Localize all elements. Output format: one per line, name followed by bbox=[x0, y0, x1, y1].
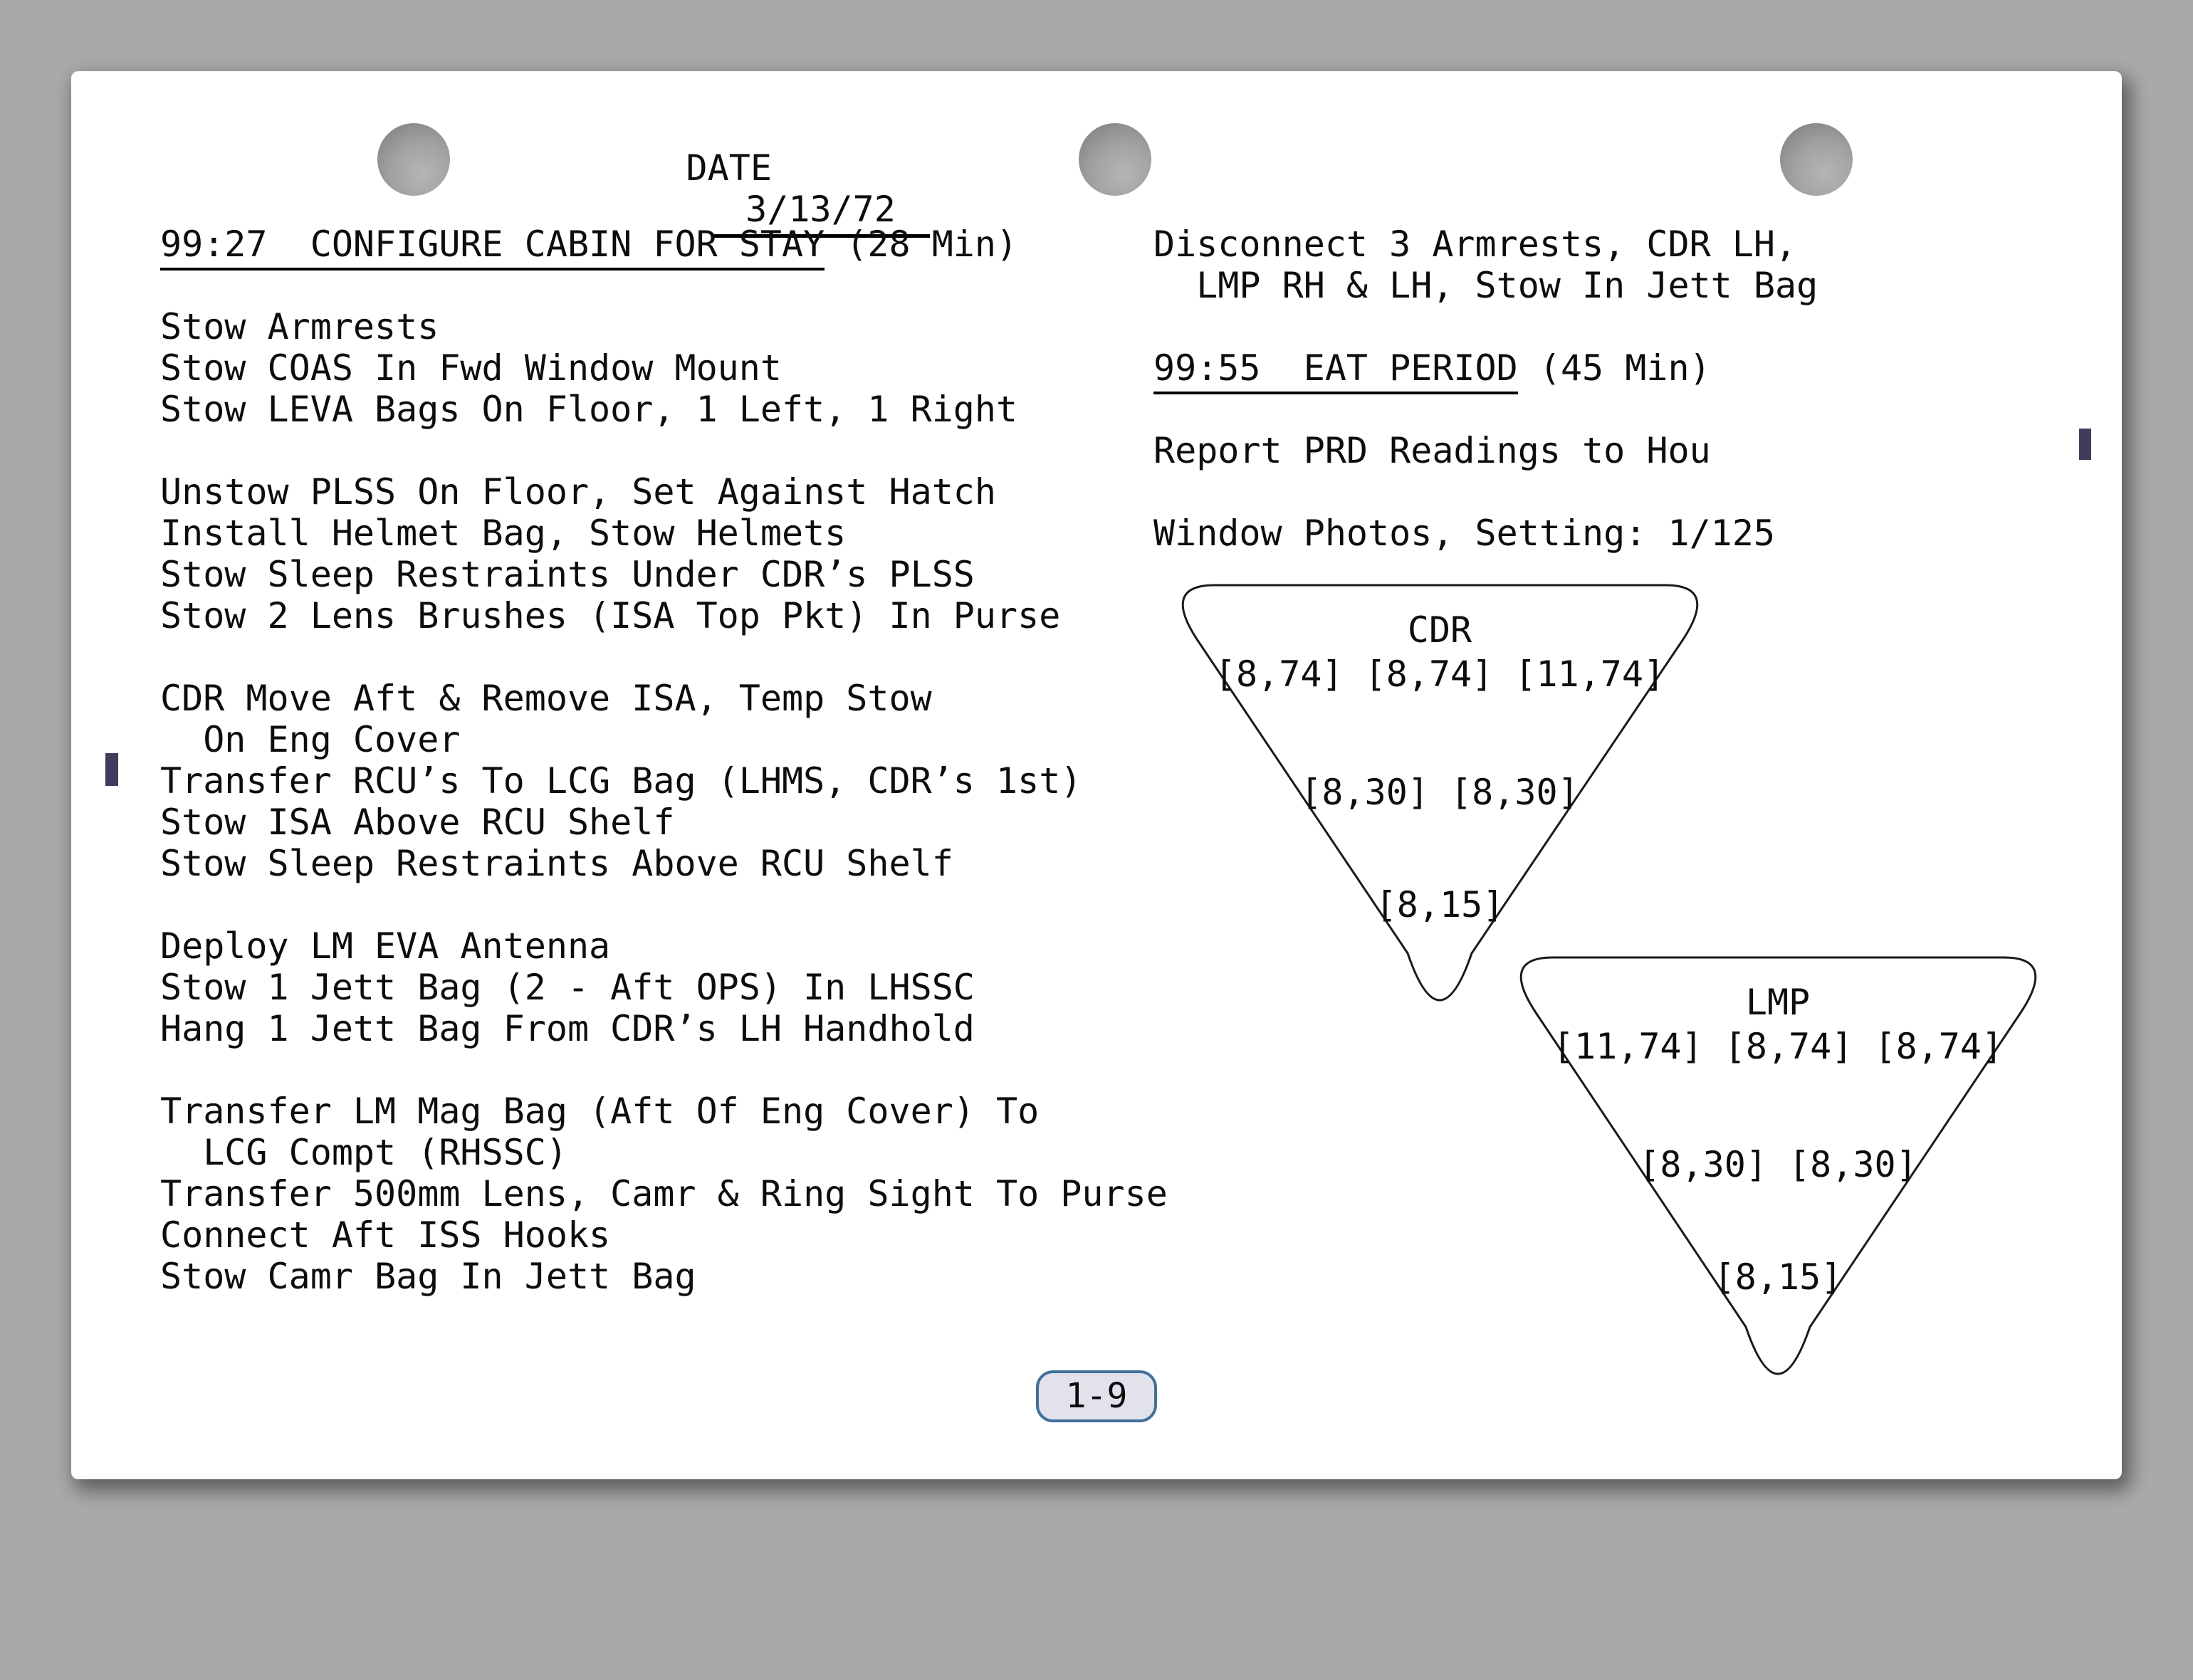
date-value: 3/13/72 bbox=[712, 189, 930, 238]
checklist-line: Hang 1 Jett Bag From CDR’s LH Handhold bbox=[160, 1008, 975, 1049]
checklist-line: Stow 1 Jett Bag (2 - Aft OPS) In LHSSC bbox=[160, 967, 975, 1008]
lmp-diagram-label: LMP bbox=[1745, 982, 1811, 1023]
cdr-diagram-row: [8,15] bbox=[1375, 884, 1504, 925]
procedure-heading-underlined: 99:55 EAT PERIOD bbox=[1153, 347, 1518, 394]
checklist-line: Stow Sleep Restraints Above RCU Shelf bbox=[160, 843, 953, 884]
checklist-line: LMP RH & LH, Stow In Jett Bag bbox=[1153, 265, 1818, 306]
page-number-badge[interactable]: 1-9 bbox=[1036, 1370, 1157, 1422]
checklist-line: Install Helmet Bag, Stow Helmets bbox=[160, 513, 847, 554]
checklist-line: Stow Sleep Restraints Under CDR’s PLSS bbox=[160, 554, 975, 595]
cdr-diagram-row: [8,30] [8,30] bbox=[1300, 772, 1579, 813]
procedure-heading-duration: (28 Min) bbox=[825, 224, 1018, 265]
checklist-line: Report PRD Readings to Hou bbox=[1153, 430, 1711, 471]
date-label: DATE bbox=[686, 147, 772, 189]
checklist-line: Connect Aft ISS Hooks bbox=[160, 1214, 611, 1256]
checklist-line: Transfer RCU’s To LCG Bag (LHMS, CDR’s 1st) bbox=[160, 760, 1082, 802]
checklist-line: LCG Compt (RHSSC) bbox=[160, 1132, 567, 1173]
procedure-heading-underlined: 99:27 CONFIGURE CABIN FOR STAY bbox=[160, 224, 825, 271]
checklist-line: Stow 2 Lens Brushes (ISA Top Pkt) In Purse bbox=[160, 595, 1061, 636]
checklist-line: Stow COAS In Fwd Window Mount bbox=[160, 347, 782, 389]
cdr-diagram-row: [8,74] [8,74] [11,74] bbox=[1214, 653, 1665, 695]
checklist-line: Stow LEVA Bags On Floor, 1 Left, 1 Right bbox=[160, 389, 1018, 430]
checklist-line: Deploy LM EVA Antenna bbox=[160, 925, 611, 967]
procedure-heading-duration: (45 Min) bbox=[1517, 347, 1711, 389]
checklist-line: CDR Move Aft & Remove ISA, Temp Stow bbox=[160, 678, 932, 719]
checklist-line: Transfer LM Mag Bag (Aft Of Eng Cover) To bbox=[160, 1091, 1040, 1132]
cdr-diagram-label: CDR bbox=[1407, 609, 1472, 651]
checklist-line: Disconnect 3 Armrests, CDR LH, bbox=[1153, 224, 1797, 265]
checklist-line: Unstow PLSS On Floor, Set Against Hatch bbox=[160, 471, 996, 513]
checklist-line: Stow ISA Above RCU Shelf bbox=[160, 802, 675, 843]
checklist-line: Stow Camr Bag In Jett Bag bbox=[160, 1256, 696, 1297]
lmp-diagram-row: [8,15] bbox=[1713, 1256, 1843, 1298]
checklist-line: Window Photos, Setting: 1/125 bbox=[1153, 513, 1775, 554]
checklist-line: On Eng Cover bbox=[160, 719, 461, 760]
lmp-diagram-row: [8,30] [8,30] bbox=[1638, 1144, 1917, 1185]
checklist-line: Stow Armrests bbox=[160, 306, 439, 347]
checklist-line: Transfer 500mm Lens, Camr & Ring Sight To Purse bbox=[160, 1173, 1168, 1214]
checklist-page bbox=[71, 71, 2122, 1479]
lmp-diagram-row: [11,74] [8,74] [8,74] bbox=[1552, 1026, 2004, 1067]
